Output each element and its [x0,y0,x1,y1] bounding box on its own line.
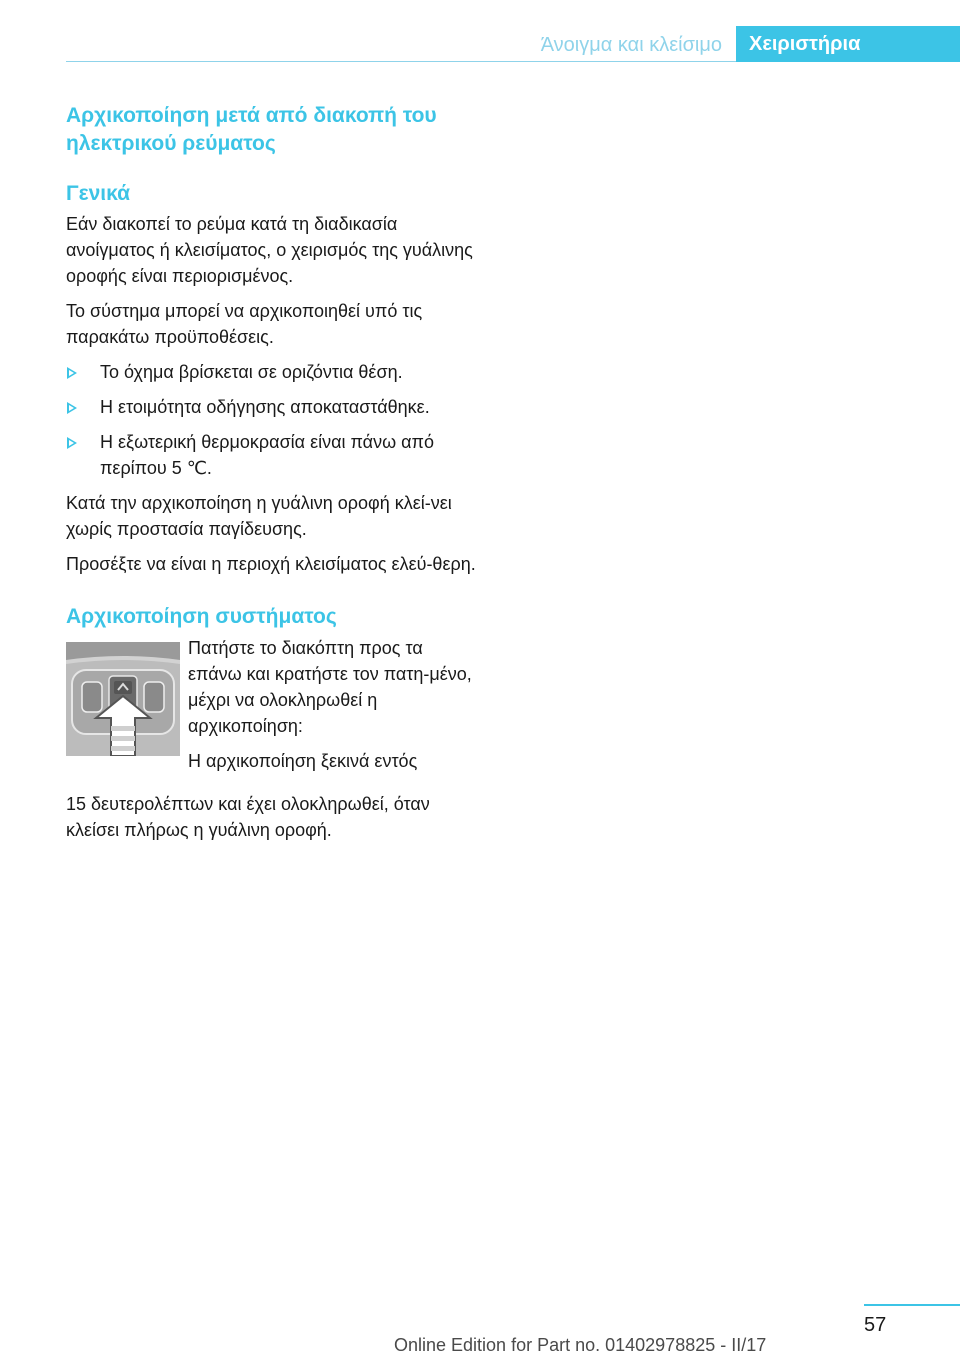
init-complete-text: 15 δευτερολέπτων και έχει ολοκληρωθεί, όταν κλείσει πλήρως η γυάλινη οροφή. [66,794,430,840]
list-item-text: Η ετοιμότητα οδήγησης αποκαταστάθηκε. [100,397,430,417]
roof-switch-push-up-icon [66,642,180,756]
system-init-heading: Αρχικοποίηση συστήματος [66,605,337,628]
page-number: 57 [864,1314,887,1336]
instruction-text-wrap [188,635,478,783]
general-paragraph-3: Κατά την αρχικοποίηση η γυάλινη οροφή κλεί-νει χωρίς προστασία παγίδευσης. [66,493,452,539]
page-title-line2: ηλεκτρικού ρεύματος [66,132,276,155]
footer-rule [864,1304,960,1306]
breadcrumb[interactable]: Άνοιγμα και κλείσιμο [540,34,722,56]
init-start-text: Η αρχικοποίηση ξεκινά εντός [188,751,418,771]
page-title [66,102,478,158]
list-item [66,359,478,385]
list-item-text: Η εξωτερική θερμοκρασία είναι πάνω από περίπου 5 ℃. [100,432,434,478]
main-content [66,102,478,852]
conditions-list [66,359,478,481]
list-item [66,429,478,481]
triangle-bullet-icon [67,367,77,379]
triangle-bullet-icon [67,402,77,414]
instruction-text: Πατήστε το διακόπτη προς τα επάνω και κρατήστε τον πατη-μένο, μέχρι να ολοκληρωθεί η αρχικοποίηση: [188,638,472,736]
list-item-text: Το όχημα βρίσκεται σε οριζόντια θέση. [100,362,403,382]
edition-footer: Online Edition for Part no. 01402978825 - II/17 [394,1335,767,1355]
instruction-block [66,635,478,771]
general-heading: Γενικά [66,182,131,205]
general-paragraph-2: Το σύστημα μπορεί να αρχικοποιηθεί υπό τις παρακάτω προϋποθέσεις. [66,301,423,347]
general-paragraph-1: Εάν διακοπεί το ρεύμα κατά τη διαδικασία ανοίγματος ή κλεισίματος, ο χειρισμός της γυάλινης οροφής είναι περιορισμένος. [66,214,473,286]
section-tab[interactable]: Χειριστήρια [736,26,960,62]
list-item [66,394,478,420]
triangle-bullet-icon [67,437,77,449]
page-title-line1: Αρχικοποίηση μετά από διακοπή του [66,104,437,127]
general-paragraph-4: Προσέξτε να είναι η περιοχή κλεισίματος ελεύ-θερη. [66,554,476,574]
